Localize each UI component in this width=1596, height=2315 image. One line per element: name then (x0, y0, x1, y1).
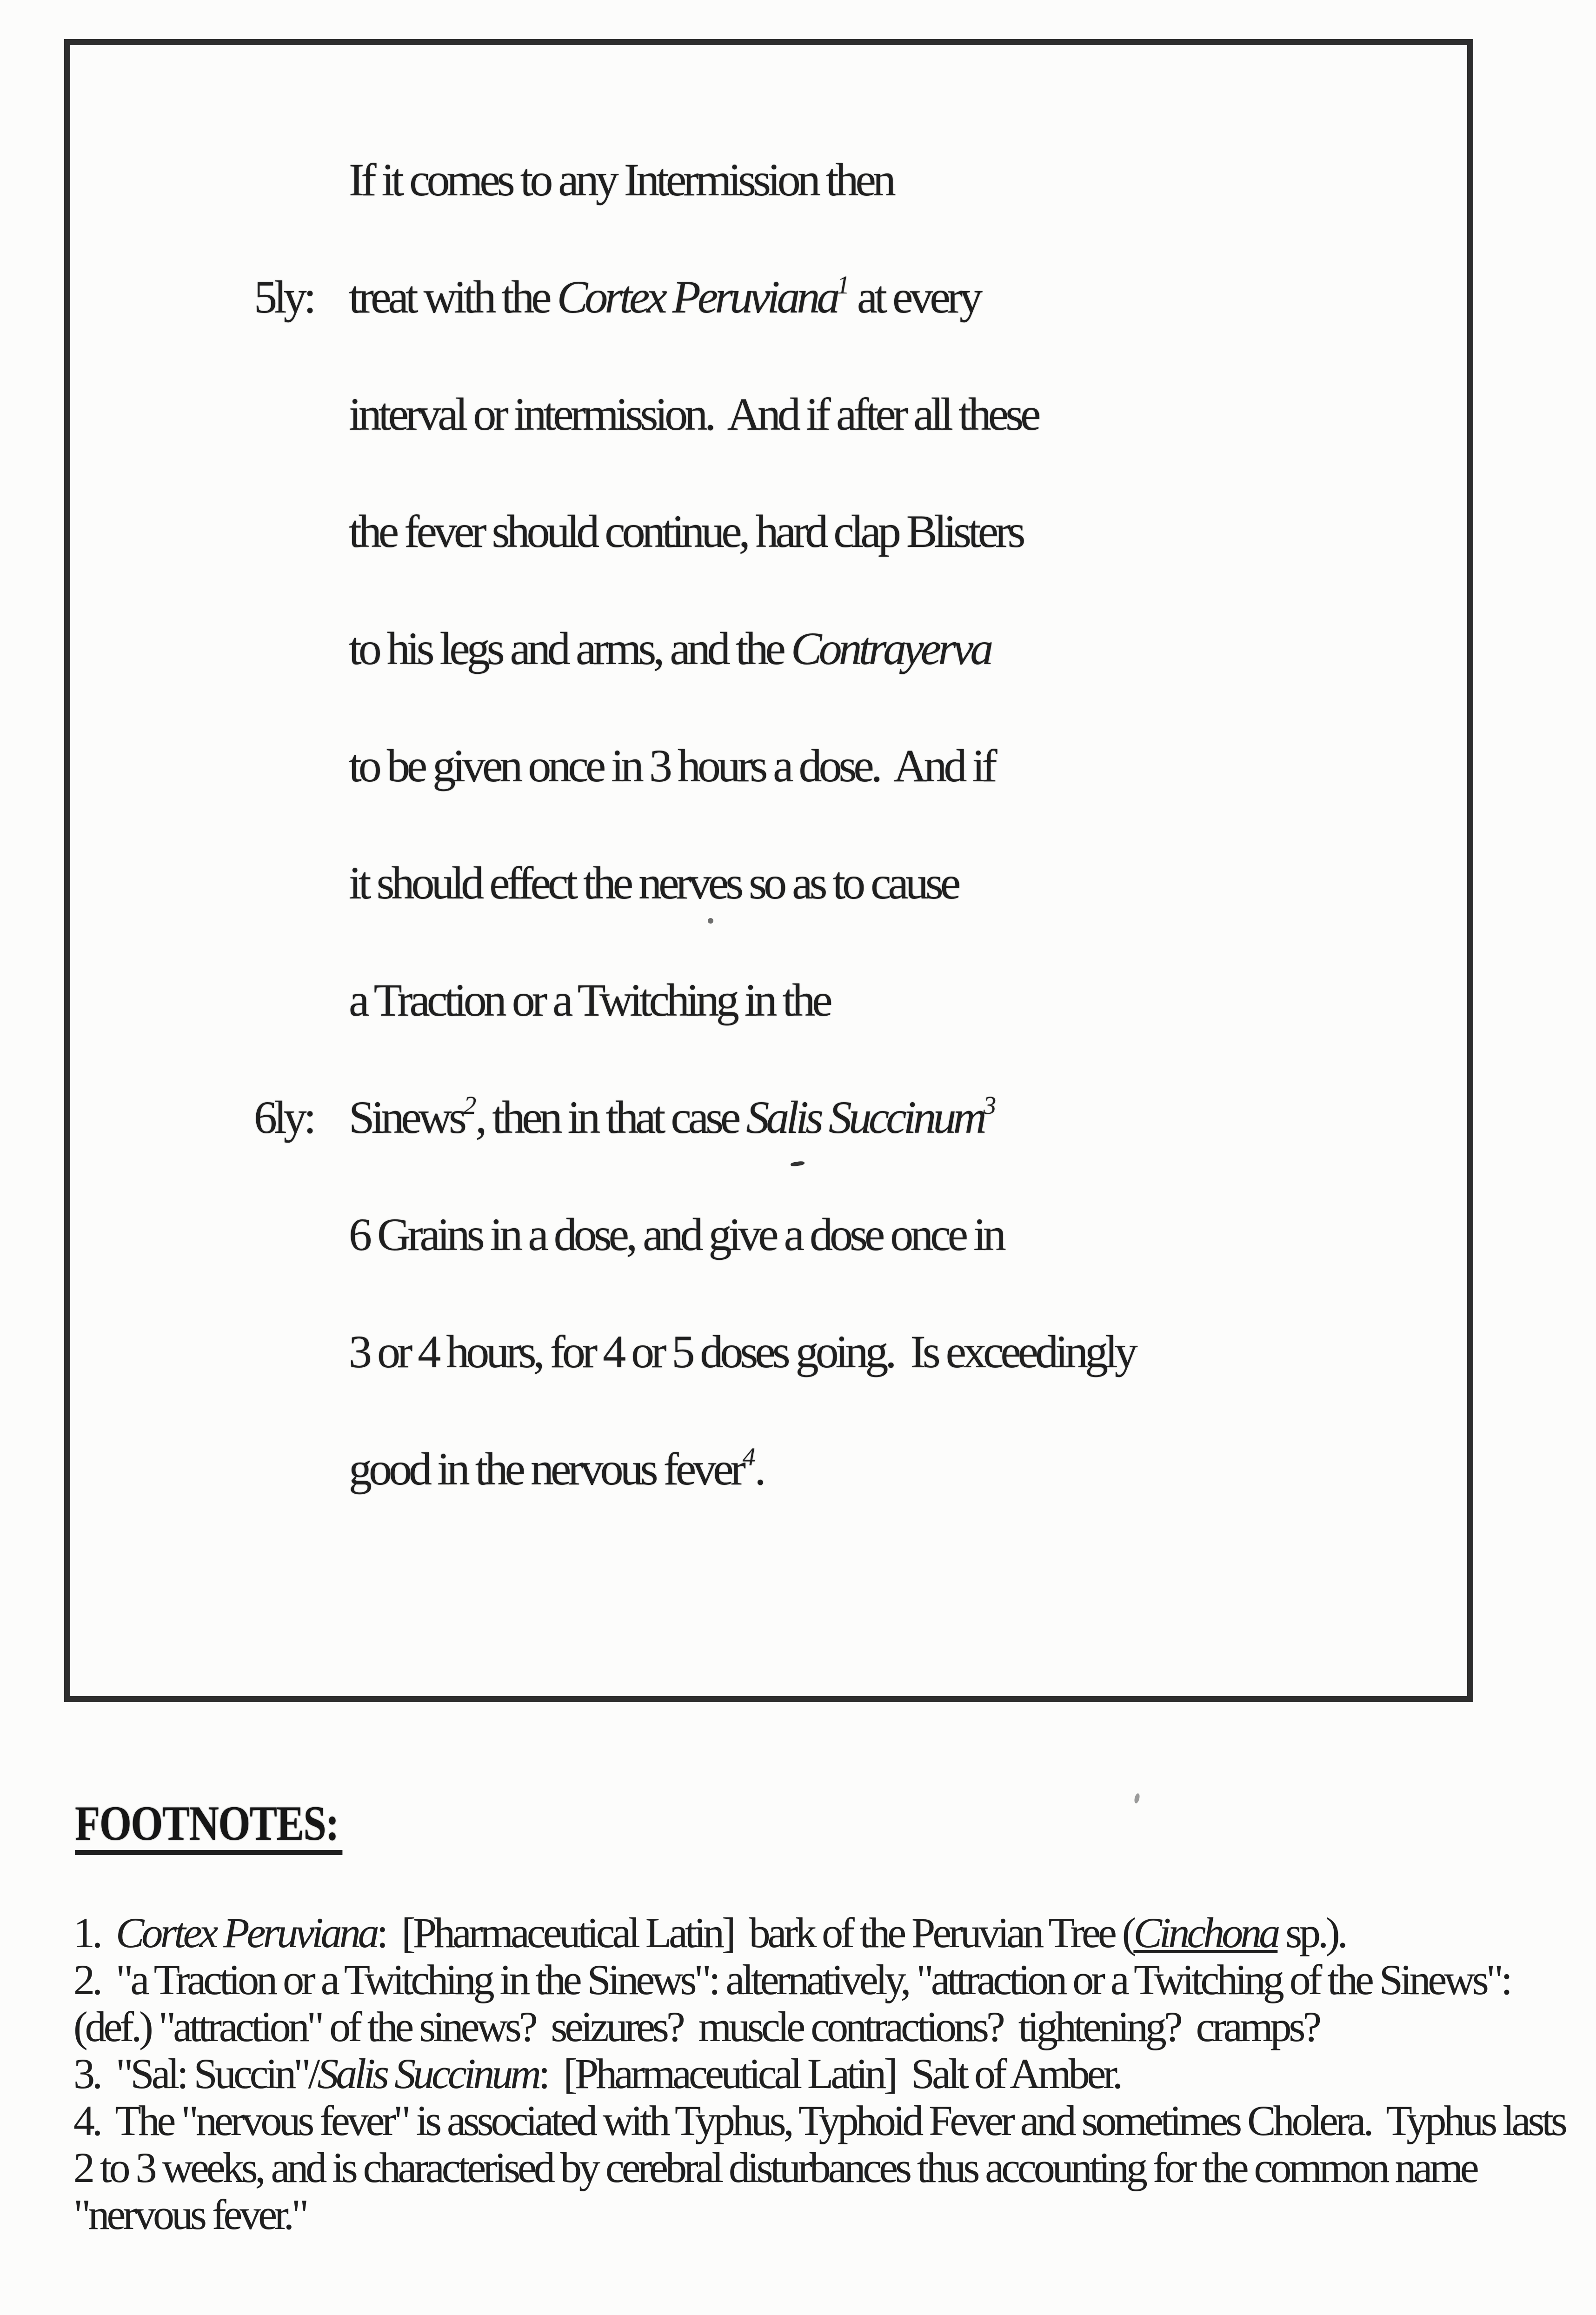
footnote-marker-2: 2 (463, 1091, 476, 1119)
footnote-marker-3: 3 (983, 1091, 996, 1119)
text-segment: to be given once in 3 hours a dose. And if (349, 740, 994, 792)
text-segment: , then in that case (475, 1091, 746, 1143)
text-segment: a Traction or a Twitching in the (349, 974, 830, 1026)
text-segment: sp.). (1277, 1909, 1345, 1956)
latin-term: Salis Succinum (746, 1091, 984, 1143)
latin-term: Salis Succinum (317, 2050, 539, 2097)
genus-name: Cinchona (1133, 1909, 1278, 1956)
text-segment: to his legs and arms, and the (349, 623, 791, 674)
text-segment: If it comes to any Intermission then (349, 154, 893, 206)
manuscript-line-8 (349, 974, 830, 1026)
footnotes-heading: FOOTNOTES: (75, 1799, 342, 1855)
manuscript-line-10 (349, 1211, 1003, 1258)
manuscript-line-12 (349, 1442, 763, 1495)
text-segment: 3. "Sal: Succin"/ (73, 2050, 318, 2097)
manuscript-line-5 (349, 625, 990, 672)
text-segment: at every (848, 271, 980, 323)
manuscript-line-4 (349, 508, 1022, 555)
footnote-item-2 (73, 1956, 1590, 2050)
manuscript-line-9 (254, 1091, 996, 1143)
text-segment: : [Pharmaceutical Latin] bark of the Peruvian Tree ( (376, 1909, 1134, 1956)
list-marker-6ly: 6ly: (254, 1091, 313, 1143)
manuscript-line-1 (349, 154, 893, 206)
text-segment: Sinews (349, 1091, 464, 1143)
scan-speck (1133, 1793, 1140, 1804)
text-segment: 4. The "nervous fever" is associated with Typhus, Typhoid Fever and sometimes Cholera. Typhus lasts 2 to 3 weeks, and is characterised by cerebral disturbances thus accounting for the common name "nervous fever." (73, 2097, 1573, 2238)
manuscript-line-11 (349, 1326, 1135, 1377)
text-segment: 6 Grains in a dose, and give a dose once in (349, 1209, 1003, 1260)
text-segment: the fever should continue, hard clap Blisters (349, 506, 1023, 557)
text-segment: 2. "a Traction or a Twitching in the Sinews": alternatively, "attraction or a Twitching of the Sinews": (def.) "attraction" of the sinews? seizures? muscle contractions? tightening? cramps? (73, 1956, 1526, 2050)
latin-term: Cortex Peruviana (116, 1909, 377, 1956)
manuscript-line-2 (254, 270, 980, 323)
latin-term: Cortex Peruviana (557, 271, 837, 323)
manuscript-line-3 (349, 388, 1038, 440)
latin-term: Contrayerva (791, 623, 991, 674)
footnotes-list (73, 1909, 1590, 2238)
manuscript-line-6 (349, 740, 994, 792)
scan-speck (708, 918, 713, 924)
text-segment: treat with the (349, 271, 557, 323)
footnote-item-4 (73, 2097, 1590, 2238)
manuscript-line-7 (349, 857, 958, 909)
text-segment: 1. (73, 1909, 116, 1956)
text-segment: : [Pharmaceutical Latin] Salt of Amber. (538, 2050, 1120, 2097)
text-segment: it should effect the nerves so as to cause (349, 857, 958, 909)
text-segment: good in the nervous fever (349, 1443, 743, 1495)
text-segment: 3 or 4 hours, for 4 or 5 doses going. Is exceedingly (349, 1326, 1135, 1377)
footnote-item-1 (73, 1909, 1590, 1956)
footnote-marker-4: 4 (742, 1442, 755, 1471)
text-segment: . (754, 1443, 763, 1495)
footnote-item-3 (73, 2050, 1590, 2097)
footnote-marker-1: 1 (837, 270, 849, 299)
text-segment: interval or intermission. And if after all these (349, 388, 1038, 440)
list-marker-5ly: 5ly: (254, 271, 313, 323)
